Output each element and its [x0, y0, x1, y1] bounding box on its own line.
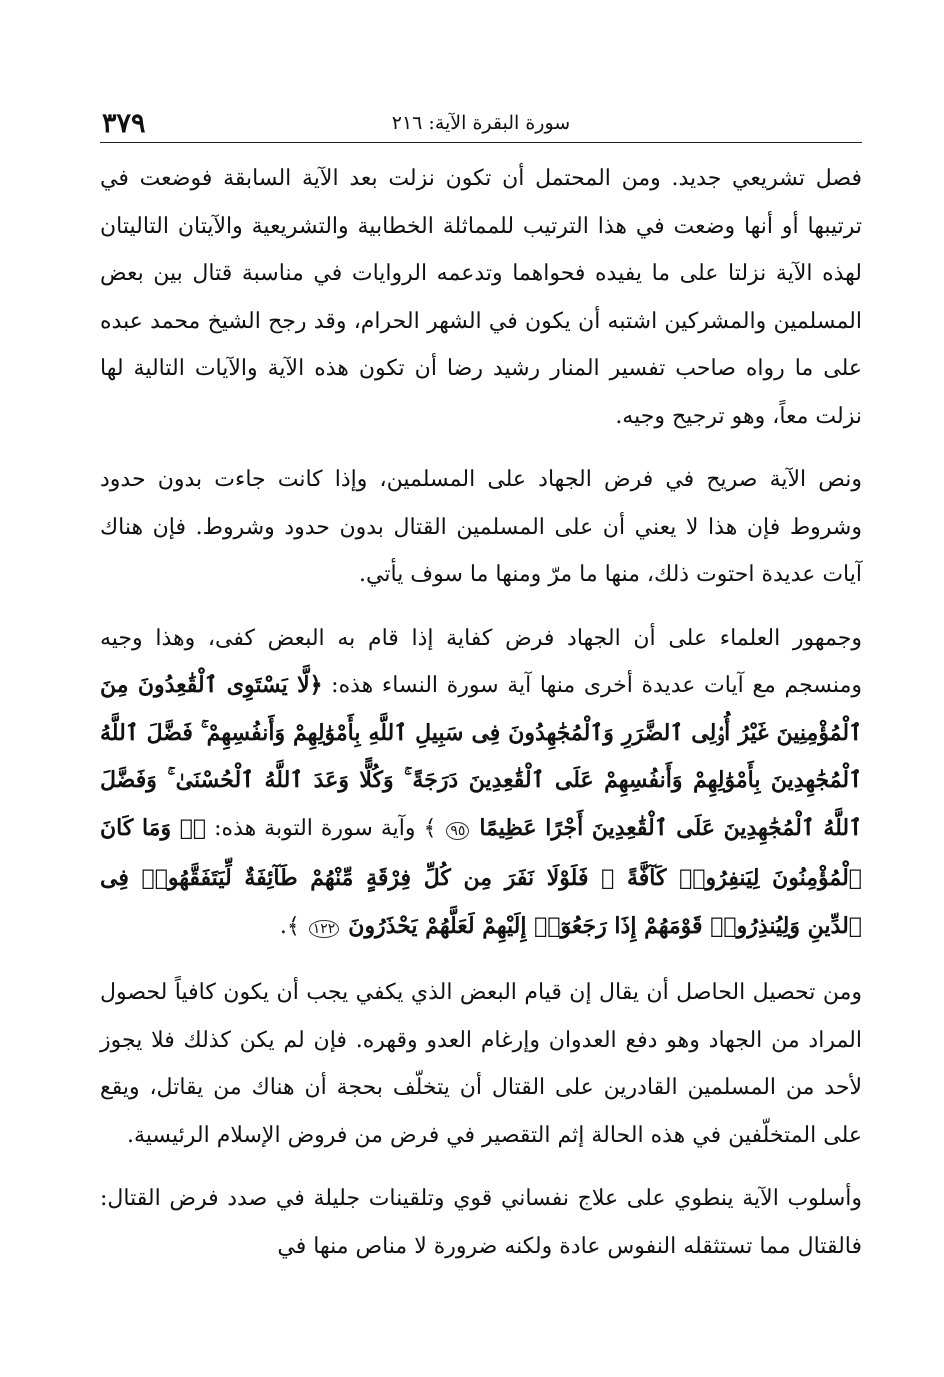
quran-verse-nisa: ﴿لَّا يَسْتَوِى ٱلْقَٰعِدُونَ مِنَ ٱلْمُؤْمِنِينَ غَيْرُ أُو۟لِى ٱلضَّرَرِ وَٱلْمُجَٰهِدُونَ فِى سَبِيلِ ٱللَّهِ بِأَمْوَٰلِهِمْ وَأَنفُسِهِمْ ۚ فَضَّلَ ٱللَّهُ ٱلْمُجَٰهِدِينَ بِأَمْوَٰلِهِمْ وَأَنفُسِهِمْ عَلَى ٱلْقَٰعِدِينَ دَرَجَةً ۚ وَكُلًّا وَعَدَ ٱللَّهُ ٱلْحُسْنَىٰ ۚ وَفَضَّلَ ٱللَّهُ ٱلْمُجَٰهِدِينَ عَلَى ٱلْقَٰعِدِينَ أَجْرًا عَظِيمًا: [100, 672, 863, 841]
book-page: [100, 96, 862, 1270]
paragraph-3-ending: ﴾.: [279, 913, 300, 939]
paragraph-4: ومن تحصيل الحاصل أن يقال إن قيام البعض الذي يكفي يجب أن يكون كافياً لحصول المراد من الجهاد وهو دفع العدوان وإرغام العدو وقهره. فإن لم يكن كذلك فلا يجوز لأحد من المسلمين القادرين على القتال أن يتخلّف بحجة أن هناك من يقاتل، ويقع على المتخلّفين في هذه الحالة إثم التقصير في فرض من فروض الإسلام الرئيسية.: [100, 980, 862, 1148]
quran-verse-tawba: ﴿۞ وَمَا كَانَ ٱلْمُؤْمِنُونَ لِيَنفِرُوا۟ كَآفَّةً ۚ فَلَوْلَا نَفَرَ مِن كُلِّ فِرْقَةٍ مِّنْهُمْ طَآئِفَةٌ لِّيَتَفَقَّهُوا۟ فِى ٱلدِّينِ وَلِيُنذِرُوا۟ قَوْمَهُمْ إِذَا رَجَعُوٓا۟ إِلَيْهِمْ لَعَلَّهُمْ يَحْذَرُونَ: [100, 814, 862, 939]
running-title: سورة البقرة الآية: ٢١٦: [391, 112, 571, 134]
page-number: ٣٧٩: [102, 108, 146, 139]
paragraph-3: [100, 615, 862, 954]
paragraph-1: فصل تشريعي جديد. ومن المحتمل أن تكون نزلت بعد الآية السابقة فوضعت في ترتيبها أو أنها وضعت في هذا الترتيب للمماثلة الخطابية والتشريعية والآيتان التاليتان لهذه الآية نزلتا على ما يفيده فحواهما وتدعمه الروايات في مناسبة قتال بين بعض المسلمين والمشركين اشتبه أن يكون في الشهر الحرام، وقد رجح الشيخ محمد عبده على ما رواه صاحب تفسير المنار رشيد رضا أن تكون هذه الآية والآيات التالية لها نزلت معاً، وهو ترجيح وجيه.: [100, 166, 862, 429]
ayah-number-95: ٩٥: [446, 822, 469, 840]
paragraph-3-intro: وجمهور العلماء على أن الجهاد فرض كفاية إذا قام به البعض كفى، وهذا وجيه ومنسجم مع آيات عديدة أخرى منها آية سورة النساء هذه:: [100, 625, 862, 698]
ayah-number-122: ١٢٢: [309, 920, 340, 938]
paragraph-3-middle: ﴾ وآية سورة التوبة هذه:: [214, 815, 437, 841]
paragraph-5: وأسلوب الآية ينطوي على علاج نفساني قوي وتلقينات جليلة في صدد فرض القتال: فالقتال مما تستثقله النفوس عادة ولكنه ضرورة لا مناص منها في: [100, 1186, 862, 1259]
page-header: [100, 96, 862, 143]
paragraph-2: ونص الآية صريح في فرض الجهاد على المسلمين، وإذا كانت جاءت بدون حدود وشروط فإن هذا لا يعني أن على المسلمين القتال بدون حدود وشروط. فإن هناك آيات عديدة احتوت ذلك، منها ما مرّ ومنها ما سوف يأتي.: [100, 467, 862, 587]
page-body: [100, 155, 862, 1270]
